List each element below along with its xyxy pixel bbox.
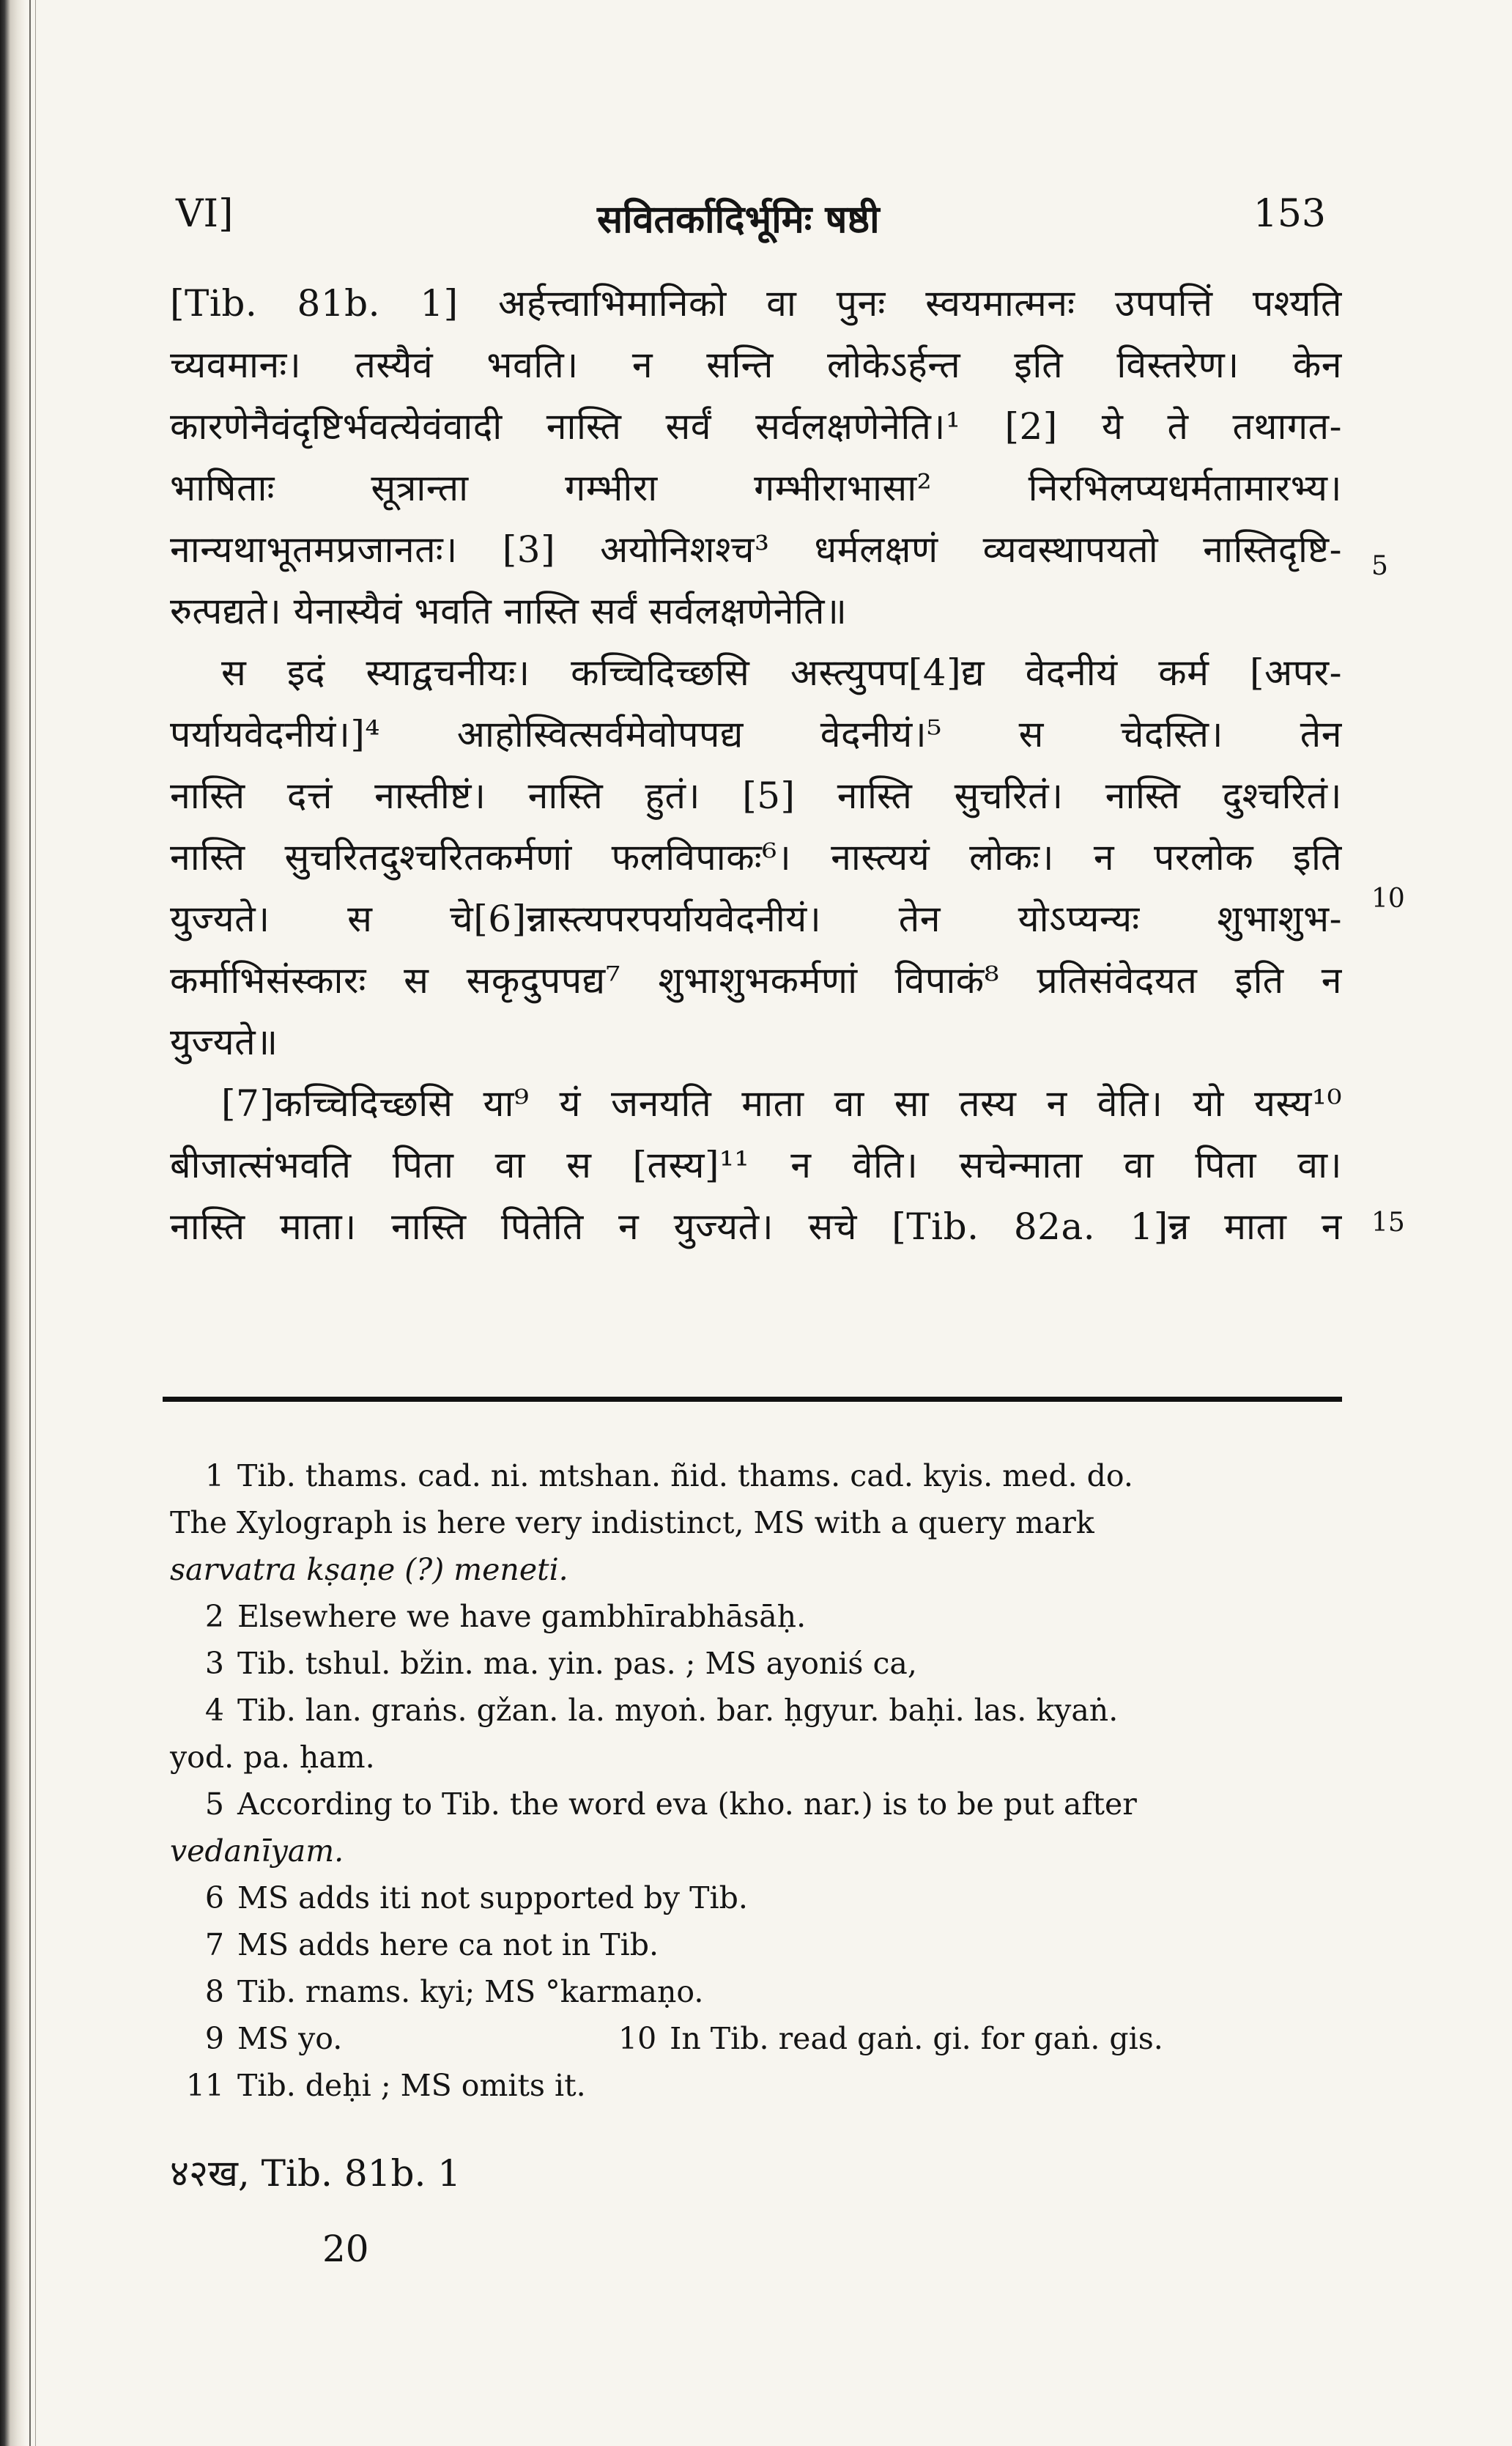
text-line-11: युज्यते। स चे[6]न्नास्त्यपरपर्यायवेदनीयं। तेन योऽप्यन्यः शुभाशुभ- xyxy=(170,898,1342,940)
footnote-6: 6 MS adds iti not supported by Tib. xyxy=(204,1880,748,1915)
text-line-13: युज्यते॥ xyxy=(170,1021,278,1063)
signature-mark: ४२ख, Tib. 81b. 1 xyxy=(170,2152,462,2195)
text-line-4: भाषिताः सूत्रान्ता गम्भीरा गम्भीराभासा² निरभिलप्यधर्मतामारभ्य। xyxy=(170,467,1342,509)
gutter-line xyxy=(29,0,31,2446)
running-title: सवितर्कादिर्भूमिः षष्ठी xyxy=(597,197,880,242)
binding-edge xyxy=(0,0,26,2446)
text-line-14: [7]कच्चिदिच्छसि या⁹ यं जनयति माता वा सा तस्य न वेति। यो यस्य¹⁰ xyxy=(221,1082,1342,1125)
line-number-15: 15 xyxy=(1371,1208,1405,1238)
footnote-3: 3 Tib. tshul. bžin. ma. yin. pas. ; MS ayoniś ca, xyxy=(204,1646,917,1681)
sheet-number: 20 xyxy=(322,2228,369,2270)
footnote-5: 5 According to Tib. the word eva (kho. nar.) is to be put after xyxy=(204,1787,1137,1822)
text-line-10: नास्ति सुचरितदुश्चरितकर्मणां फलविपाकः⁶। नास्त्ययं लोकः। न परलोक इति xyxy=(170,836,1342,879)
footnote-4-cont: yod. pa. ḥam. xyxy=(170,1740,375,1775)
text-line-12: कर्माभिसंस्कारः स सकृदुपपद्य⁷ शुभाशुभकर्मणां विपाकं⁸ प्रतिसंवेदयत इति न xyxy=(170,959,1342,1002)
text-line-5: नान्यथाभूतमप्रजानतः। [3] अयोनिशश्च³ धर्मलक्षणं व्यवस्थापयतो नास्तिदृष्टि- xyxy=(170,528,1342,571)
footnote-1-cont-b: sarvatra kṣaṇe (?) meneti. xyxy=(170,1552,568,1587)
text-line-8: पर्यायवेदनीयं।]⁴ आहोस्वित्सर्वमेवोपपद्य वेदनीयं।⁵ स चेदस्ति। तेन xyxy=(170,713,1342,755)
footnote-1-cont-a: The Xylograph is here very indistinct, MS with a query mark xyxy=(170,1505,1094,1540)
footnote-7: 7 MS adds here ca not in Tib. xyxy=(204,1927,659,1962)
line-number-5: 5 xyxy=(1371,551,1388,581)
footnote-8: 8 Tib. rnams. kyi; MS °karmaṇo. xyxy=(204,1974,704,2009)
footnote-5-cont: vedanīyam. xyxy=(170,1833,344,1869)
footnote-2: 2 Elsewhere we have gambhīrabhāsāḥ. xyxy=(204,1599,807,1634)
running-header xyxy=(176,192,1326,251)
text-line-6: रुत्पद्यते। येनास्यैवं भवति नास्ति सर्वं सर्वलक्षणेनेति॥ xyxy=(170,590,848,632)
text-line-15: बीजात्संभवति पिता वा स [तस्य]¹¹ न वेति। सचेन्माता वा पिता वा। xyxy=(170,1144,1342,1186)
gutter-line-secondary xyxy=(35,0,36,2446)
text-line-2: च्यवमानः। तस्यैवं भवति। न सन्ति लोकेऽर्हन्त इति विस्तरेण। केन xyxy=(170,344,1342,386)
text-line-1: [Tib. 81b. 1] अर्हत्त्वाभिमानिको वा पुनः स्वयमात्मनः उपपत्तिं पश्यति xyxy=(170,282,1342,325)
text-line-3: कारणेनैवंदृष्टिर्भवत्येवंवादी नास्ति सर्वं सर्वलक्षणेनेति।¹ [2] ये ते तथागत- xyxy=(170,405,1342,448)
footnote-9-10: 9 MS yo. 10 In Tib. read gaṅ. gi. for gaṅ. gis. xyxy=(204,2021,1163,2056)
footnote-1: 1 Tib. thams. cad. ni. mtshan. ñid. thams. cad. kyis. med. do. xyxy=(204,1458,1133,1493)
chapter-number: VI] xyxy=(176,192,234,236)
main-text xyxy=(170,273,1342,1257)
text-line-16: नास्ति माता। नास्ति पितेति न युज्यते। सचे [Tib. 82a. 1]न्न माता न xyxy=(170,1205,1342,1248)
text-line-7: स इदं स्याद्वचनीयः। कच्चिदिच्छसि अस्त्युपप[4]द्य वेदनीयं कर्म [अपर- xyxy=(221,651,1342,694)
footnote-11: 11 Tib. deḥi ; MS omits it. xyxy=(185,2068,586,2103)
footnote-rule xyxy=(163,1397,1342,1402)
page-number: 153 xyxy=(1253,192,1326,236)
text-line-9: नास्ति दत्तं नास्तीष्टं। नास्ति हुतं। [5] नास्ति सुचरितं। नास्ति दुश्चरितं। xyxy=(170,775,1342,817)
footnotes xyxy=(170,1452,1342,2109)
footnote-4: 4 Tib. lan. graṅs. gžan. la. myoṅ. bar. ḥgyur. baḥi. las. kyaṅ. xyxy=(204,1693,1119,1728)
line-number-10: 10 xyxy=(1371,884,1405,914)
